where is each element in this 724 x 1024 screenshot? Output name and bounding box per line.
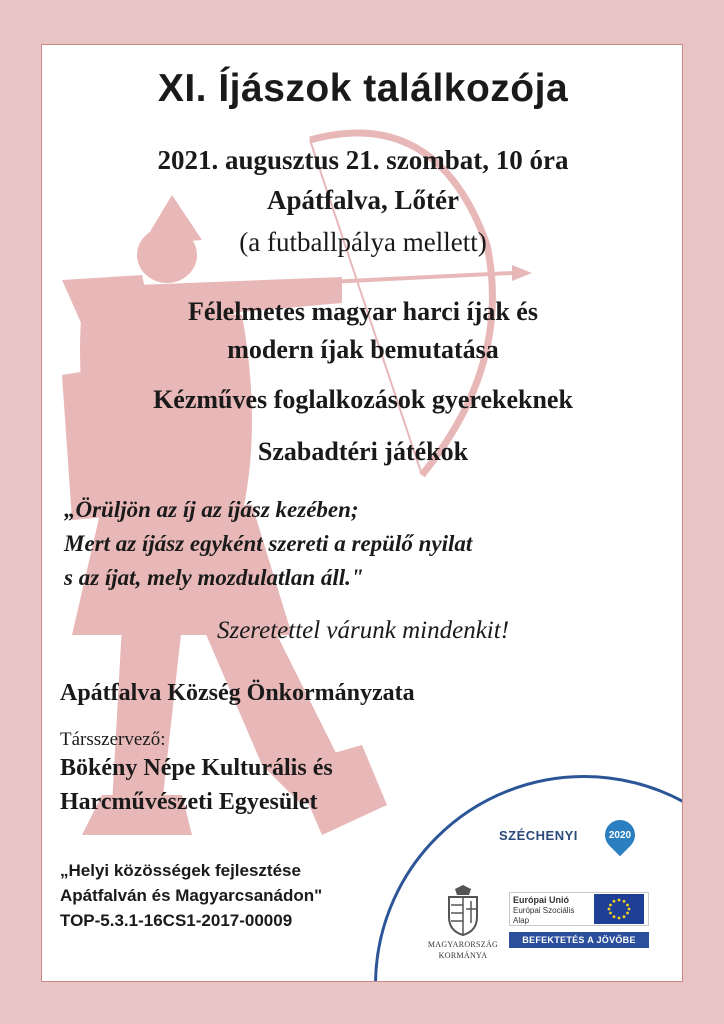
investing-in-future-banner: BEFEKTETÉS A JÖVŐBE bbox=[509, 932, 649, 948]
quote-line: s az íjat, mely mozdulatlan áll." bbox=[64, 565, 364, 590]
program-games: Szabadtéri játékok bbox=[257, 437, 469, 466]
quote-line: „Örüljön az íj az íjász kezében; bbox=[64, 497, 359, 522]
quote-line: Mert az íjász egyként szereti a repülő nyilat bbox=[64, 531, 473, 556]
project-line: Apátfalván és Magyarcsanádon" bbox=[60, 886, 323, 905]
program-crafts: Kézműves foglalkozások gyerekeknek bbox=[153, 385, 573, 414]
eu-logo-line1: Európai Unió bbox=[513, 895, 569, 905]
project-line: „Helyi közösségek fejlesztése bbox=[60, 861, 301, 880]
co-organizer-line: Harcművészeti Egyesület bbox=[60, 789, 318, 815]
eu-logo-line2: Európai Szociális bbox=[513, 906, 575, 915]
program-bows-line1: Félelmetes magyar harci íjak és bbox=[188, 297, 538, 326]
project-id: TOP-5.3.1-16CS1-2017-00009 bbox=[60, 911, 293, 930]
program-bows-line2: modern íjak bemutatása bbox=[227, 335, 499, 364]
organizer: Apátfalva Község Önkormányzata bbox=[60, 680, 415, 706]
welcome-text: Szeretettel várunk mindenkit! bbox=[216, 617, 510, 644]
government-logo-line1: MAGYARORSZÁG bbox=[427, 940, 499, 949]
event-venue-note: (a futballpálya mellett) bbox=[239, 227, 487, 257]
event-date-time: 2021. augusztus 21. szombat, 10 óra bbox=[157, 145, 569, 175]
event-title: XI. Íjászok találkozója bbox=[157, 67, 569, 110]
co-organizer-label: Társszervező: bbox=[60, 729, 166, 750]
poster-card bbox=[41, 44, 683, 982]
eu-flag-icon bbox=[594, 894, 644, 924]
hungarian-crest-icon bbox=[445, 885, 481, 937]
eu-logo-line3: Alap bbox=[513, 916, 530, 925]
event-venue: Apátfalva, Lőtér bbox=[267, 185, 459, 215]
government-logo-line2: KORMÁNYA bbox=[438, 951, 488, 960]
co-organizer-line: Bökény Népe Kulturális és bbox=[60, 755, 333, 781]
szechenyi-logo-text: SZÉCHENYI bbox=[499, 828, 578, 843]
szechenyi-year: 2020 bbox=[608, 830, 632, 841]
